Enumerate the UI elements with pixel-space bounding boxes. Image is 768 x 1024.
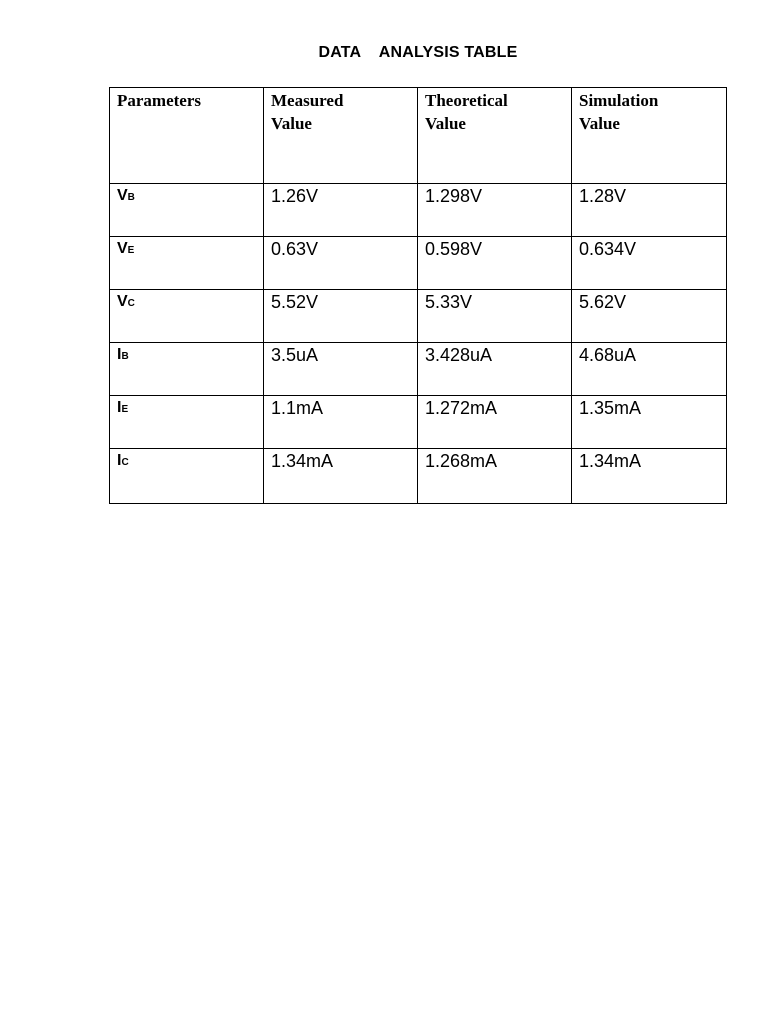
theoretical-value: 3.428uA — [425, 345, 493, 365]
header-cell — [572, 88, 727, 184]
param-cell — [110, 184, 264, 237]
theoretical-cell — [418, 449, 572, 504]
param-subscript: E — [127, 245, 135, 256]
param-label: VE — [117, 240, 135, 257]
param-label: IE — [117, 399, 129, 416]
param-subscript: B — [127, 192, 135, 203]
measured-value: 1.34mA — [271, 451, 334, 471]
simulation-value: 1.28V — [579, 186, 627, 206]
param-cell — [110, 237, 264, 290]
theoretical-value: 1.298V — [425, 186, 483, 206]
param-label: VB — [117, 187, 135, 204]
theoretical-value: 5.33V — [425, 292, 473, 312]
table-row — [110, 237, 727, 290]
measured-value: 0.63V — [271, 239, 319, 259]
simulation-cell — [572, 237, 727, 290]
header-measured-value: Measured Value — [271, 91, 344, 133]
theoretical-cell — [418, 290, 572, 343]
theoretical-cell — [418, 396, 572, 449]
measured-value: 1.1mA — [271, 398, 324, 418]
theoretical-cell — [418, 237, 572, 290]
header-parameters: Parameters — [117, 91, 202, 110]
theoretical-value: 1.268mA — [425, 451, 498, 471]
simulation-value: 1.34mA — [579, 451, 642, 471]
table-header-row — [110, 88, 727, 184]
simulation-value: 5.62V — [579, 292, 627, 312]
simulation-value: 1.35mA — [579, 398, 642, 418]
table-row — [110, 396, 727, 449]
theoretical-cell — [418, 184, 572, 237]
theoretical-value: 0.598V — [425, 239, 483, 259]
simulation-value: 0.634V — [579, 239, 637, 259]
header-theoretical-value: Theoretical Value — [425, 91, 508, 133]
simulation-cell — [572, 343, 727, 396]
measured-value: 3.5uA — [271, 345, 319, 365]
param-cell — [110, 449, 264, 504]
simulation-cell — [572, 290, 727, 343]
measured-cell — [264, 290, 418, 343]
measured-value: 1.26V — [271, 186, 319, 206]
param-subscript: C — [127, 298, 135, 309]
theoretical-cell — [418, 343, 572, 396]
theoretical-value: 1.272mA — [425, 398, 498, 418]
table-row — [110, 184, 727, 237]
table-row — [110, 290, 727, 343]
simulation-value: 4.68uA — [579, 345, 637, 365]
param-cell — [110, 290, 264, 343]
param-label: IB — [117, 346, 129, 363]
param-cell — [110, 343, 264, 396]
table-row — [110, 449, 727, 504]
param-label: IC — [117, 452, 129, 469]
param-label: VC — [117, 293, 135, 310]
data-analysis-table — [109, 87, 727, 504]
measured-value: 5.52V — [271, 292, 319, 312]
measured-cell — [264, 449, 418, 504]
measured-cell — [264, 396, 418, 449]
simulation-cell — [572, 396, 727, 449]
header-cell — [418, 88, 572, 184]
param-cell — [110, 396, 264, 449]
header-simulation-value: Simulation Value — [579, 91, 659, 133]
measured-cell — [264, 343, 418, 396]
header-cell — [264, 88, 418, 184]
header-cell — [110, 88, 264, 184]
param-subscript: B — [121, 351, 129, 362]
simulation-cell — [572, 184, 727, 237]
param-subscript: C — [121, 457, 129, 468]
measured-cell — [264, 184, 418, 237]
table-row — [110, 343, 727, 396]
measured-cell — [264, 237, 418, 290]
simulation-cell — [572, 449, 727, 504]
param-subscript: E — [121, 404, 129, 415]
page-title: DATA ANALYSIS TABLE — [318, 44, 518, 61]
